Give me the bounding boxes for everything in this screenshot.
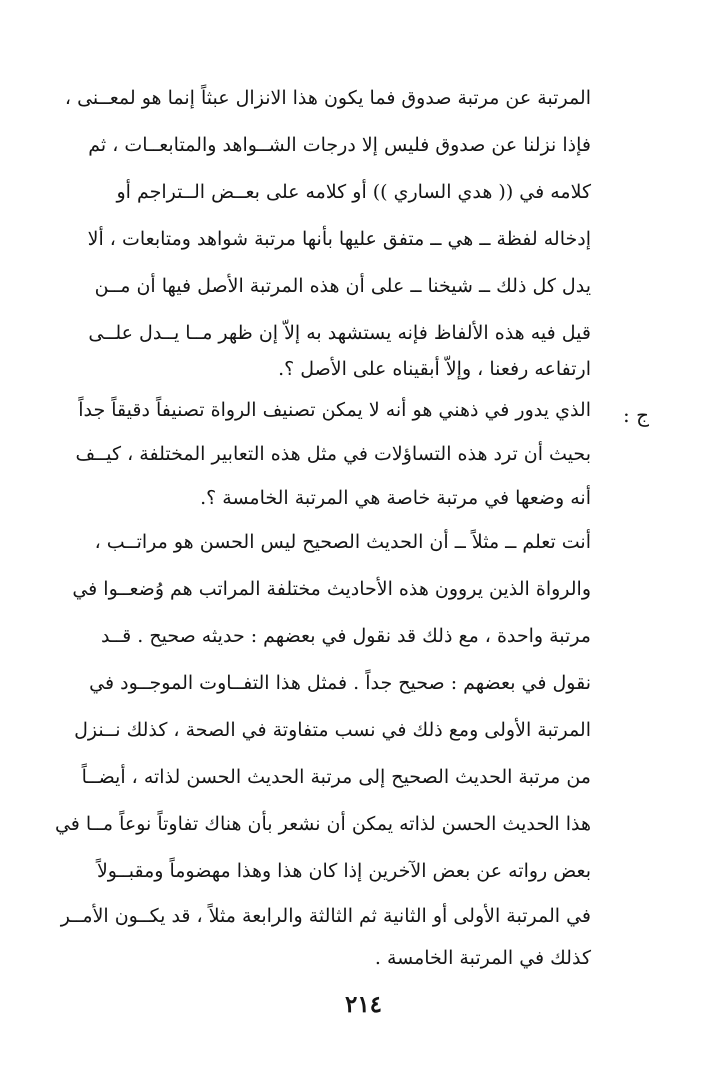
text-line: يدل كل ذلك ــ شيخنا ــ على أن هذه المرتبة الأصل فيها أن مــن [94, 275, 591, 297]
text-line: نقول في بعضهم : صحيح جداً . فمثل هذا التفــاوت الموجــود في [89, 672, 591, 694]
text-line: ارتفاعه رفعنا ، وإلاّ أبقيناه على الأصل ؟. [278, 358, 591, 380]
text-line: إدخاله لفظة ــ هي ــ متفق عليها بأنها مرتبة شواهد ومتابعات ، ألا [87, 228, 591, 250]
text-line: أنت تعلم ــ مثلاً ــ أن الحديث الصحيح ليس الحسن هو مراتــب ، [94, 531, 591, 553]
text-line: والرواة الذين يروون هذه الأحاديث مختلفة المراتب هم وُضعــوا في [72, 578, 591, 600]
text-line: أنه وضعها في مرتبة خاصة هي المرتبة الخامسة ؟. [200, 487, 591, 509]
text-line: المرتبة عن مرتبة صدوق فما يكون هذا الانزال عبثاً إنما هو لمعــنى ، [64, 87, 591, 109]
text-line: بعض رواته عن بعض الآخرين إذا كان هذا وهذا مهضوماً ومقبــولاً [96, 860, 591, 882]
text-line: فإذا نزلنا عن صدوق فليس إلا درجات الشــواهد والمتابعــات ، ثم [88, 134, 591, 156]
text-line: في المرتبة الأولى أو الثانية ثم الثالثة والرابعة مثلاً ، قد يكــون الأمــر [60, 905, 591, 927]
text-line: الذي يدور في ذهني هو أنه لا يمكن تصنيف الرواة تصنيفاً دقيقاً جداً [78, 399, 591, 421]
text-line: بحيث أن ترد هذه التساؤلات في مثل هذه التعابير المختلفة ، كيــف [75, 443, 591, 465]
text-line: هذا الحديث الحسن لذاته يمكن أن نشعر بأن هناك تفاوتاً نوعاً مــا في [54, 813, 591, 835]
answer-marker: ج : [622, 403, 649, 427]
text-line: قيل فيه هذه الألفاظ فإنه يستشهد به إلاّ إن ظهر مــا يــدل علــى [88, 322, 591, 344]
page-number: ٢١٤ [344, 991, 383, 1018]
text-line: كلامه في (( هدي الساري )) أو كلامه على بعــض الــتراجم أو [116, 181, 591, 203]
text-line: من مرتبة الحديث الصحيح إلى مرتبة الحديث الحسن لذاته ، أيضــاً [81, 766, 591, 788]
text-line: مرتبة واحدة ، مع ذلك قد نقول في بعضهم : حديثه صحيح . قــد [101, 625, 591, 647]
text-line: كذلك في المرتبة الخامسة . [374, 947, 591, 969]
text-line: المرتبة الأولى ومع ذلك في نسب متفاوتة في الصحة ، كذلك نــنزل [74, 719, 591, 741]
